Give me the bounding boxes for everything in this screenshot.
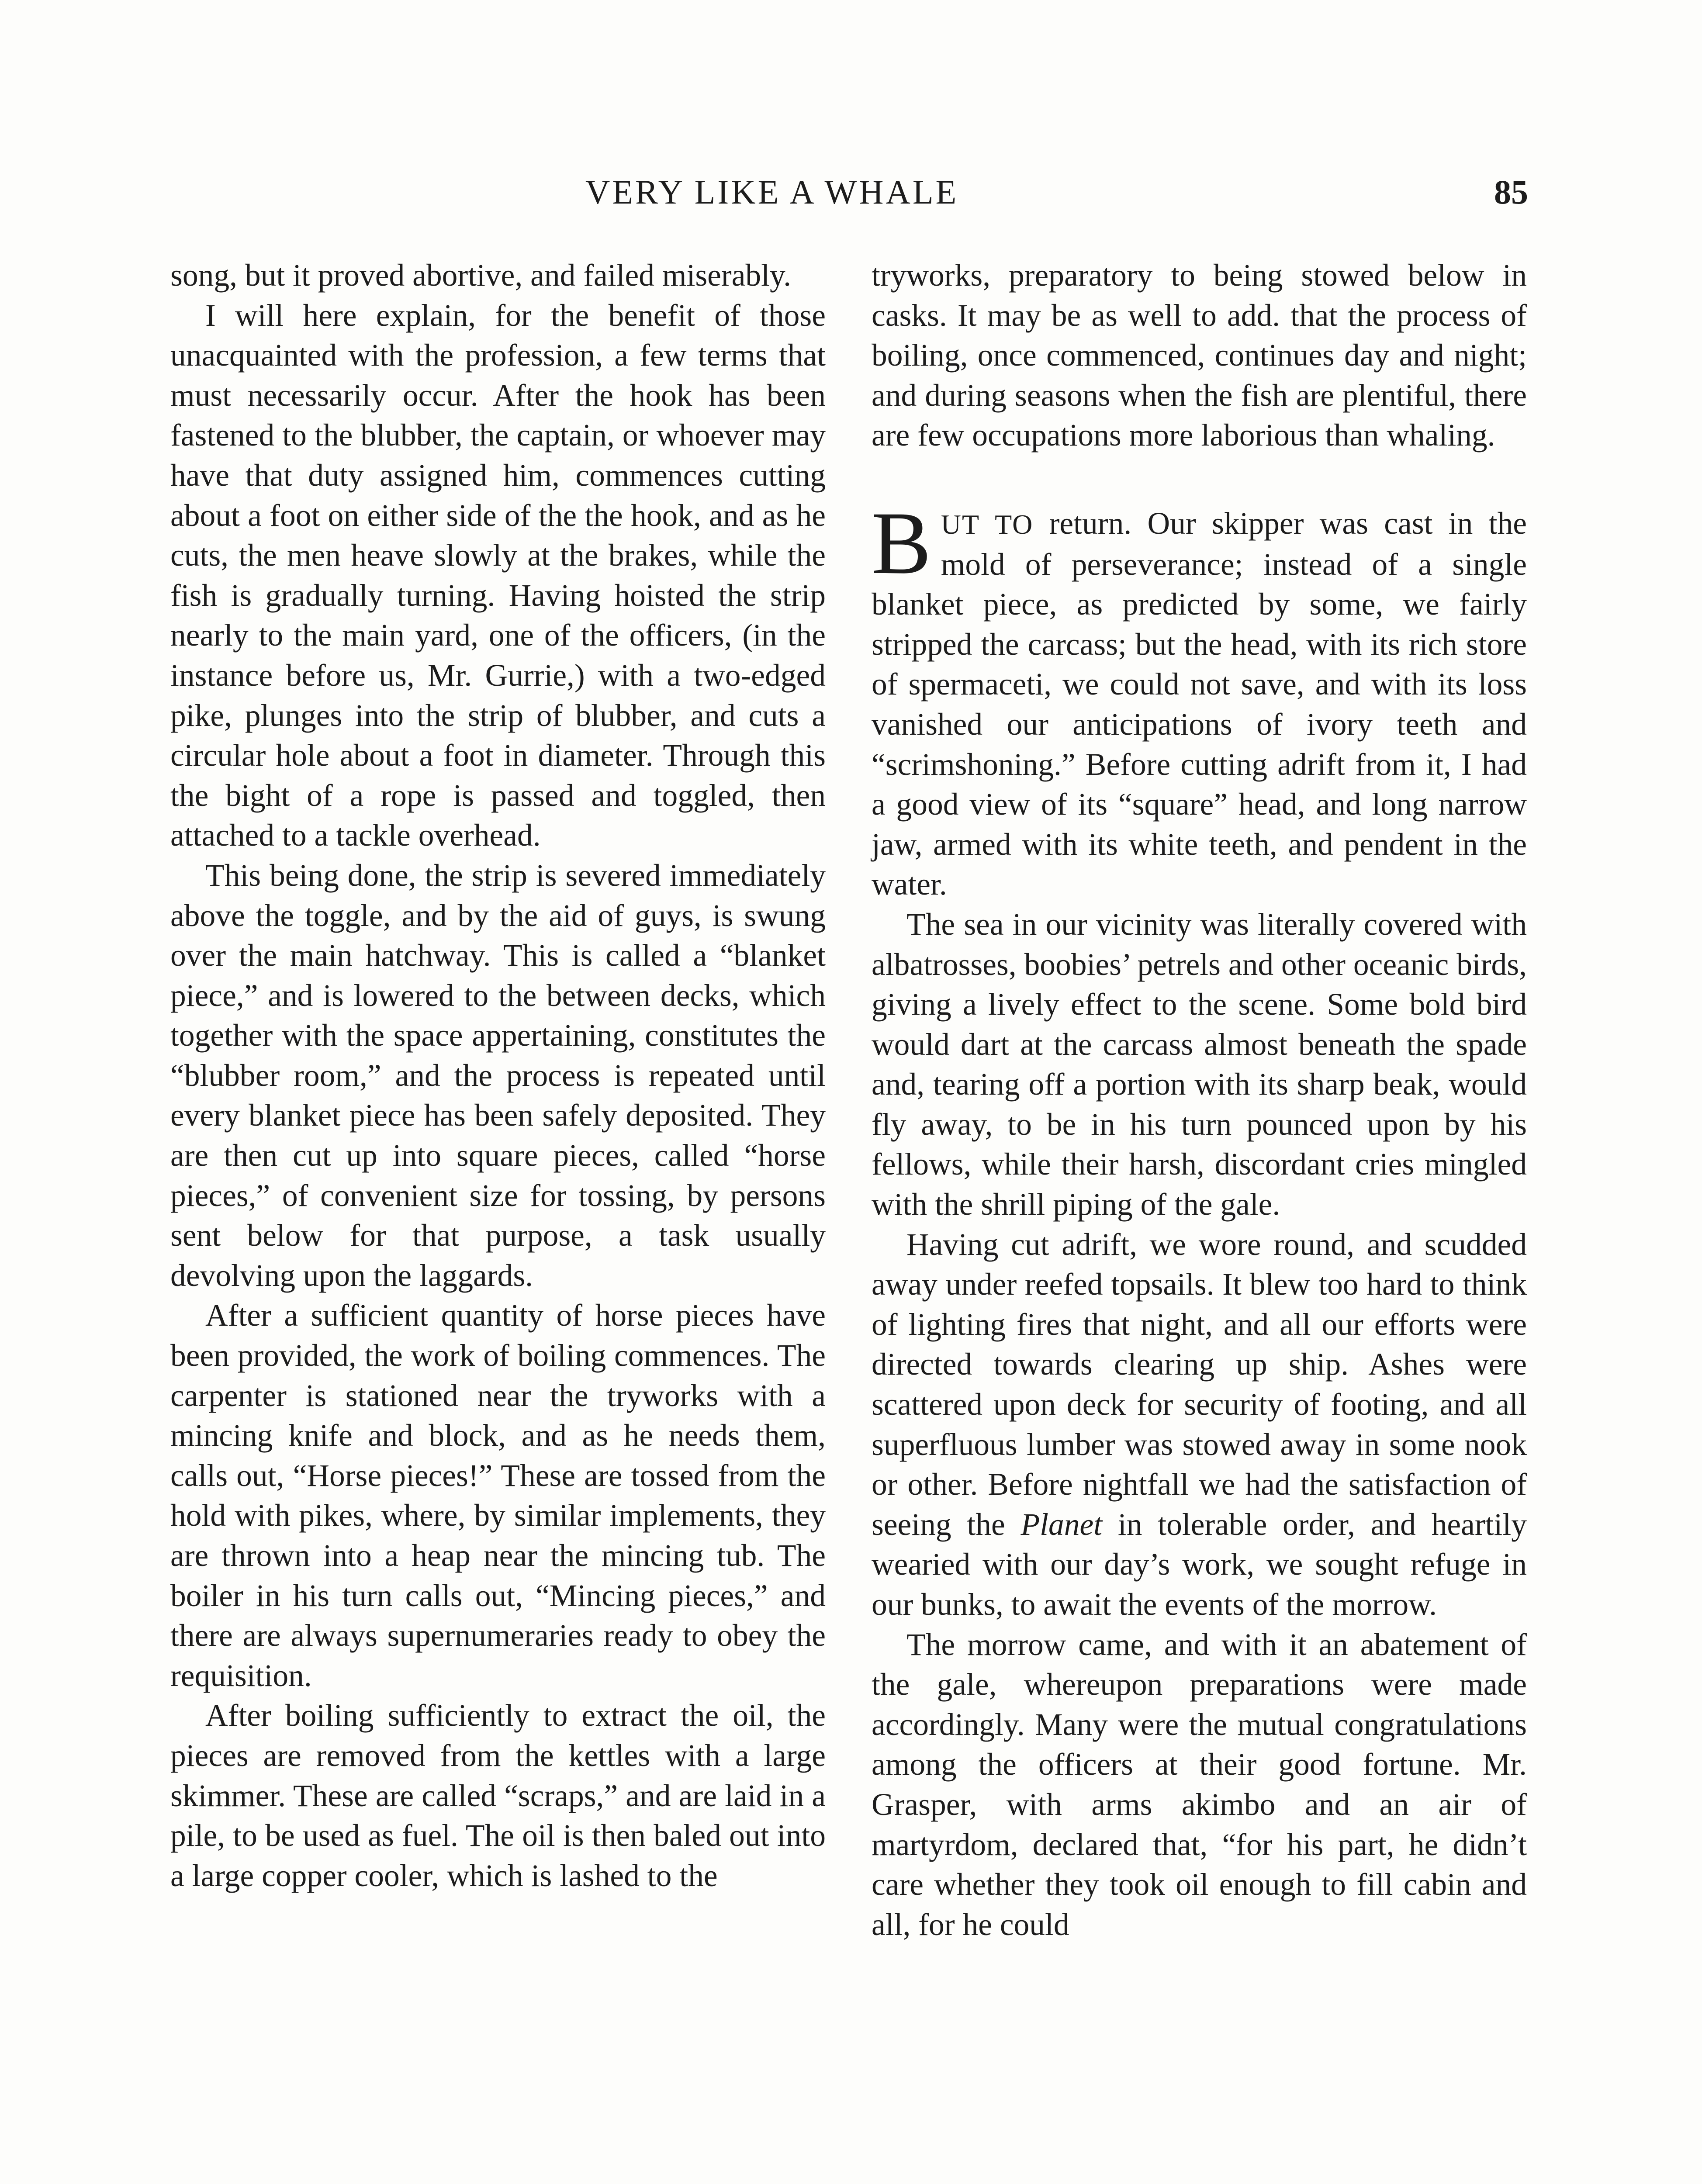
paragraph-text: return. Our skipper was cast in the mold of perseverance; instead of a single blanket piece, as predicted by some, we fairly stripped the carcass; but the head, with its rich store of spermaceti, we could not save, and with its loss vanished our anticipations of ivory teeth and “scrimshoning.” Before cutting adrift from it, I had a good view of its “square” head, and long narrow jaw, armed with its white teeth, and pendent in the water. — [872, 506, 1527, 902]
section-break — [872, 456, 1527, 504]
left-column — [170, 256, 826, 1896]
running-title: VERY LIKE A WHALE — [585, 173, 959, 211]
paragraph: The sea in our vicinity was literally covered with albatrosses, boobies’ petrels and other oceanic birds, giving a lively effect to the scene. Some bold bird would dart at the carcass almost beneath the spade and, tearing off a portion with its sharp beak, would fly away, to be in his turn pounced upon by his fellows, while their harsh, discordant cries mingled with the shrill piping of the gale. — [872, 907, 1527, 1222]
paragraph — [872, 1225, 1527, 1625]
page-number: 85 — [1494, 173, 1528, 211]
ship-name: Planet — [1021, 1507, 1103, 1542]
running-head — [0, 168, 1702, 216]
paragraph: After boiling sufficiently to extract the oil, the pieces are removed from the kettles with a large skimmer. These are called “scraps,” and are laid in a pile, to be used as fuel. The oil is then baled out into a large copper cooler, which is lashed to the — [170, 1698, 826, 1893]
paragraph-text: Having cut adrift, we wore round, and scudded away under reefed topsails. It blew too hard to think of lighting fires that night, and all our efforts were directed towards clearing up ship. Ashes were scattered upon deck for security of footing, and all superfluous lumber was stowed away in some nook or other. Before nightfall we had the satisfaction of seeing the — [872, 1227, 1527, 1542]
section-opening-paragraph — [872, 493, 1527, 905]
drop-cap-letter: B — [872, 493, 931, 593]
paragraph: This being done, the strip is severed immediately above the toggle, and by the aid of guys, is swung over the main hatchway. This is called a “blanket piece,” and is lowered to the between decks, which together with the space appertaining, constitutes the “blubber room,” and the process is repeated until every blanket piece has been safely deposited. They are then cut up into square pieces, called “horse pieces,” of convenient size for tossing, by persons sent below for that purpose, a task usually devolving upon the laggards. — [170, 858, 826, 1293]
right-column — [872, 256, 1527, 1945]
paragraph: song, but it proved abortive, and failed miserably. — [170, 258, 792, 293]
small-caps-lead: UT TO — [941, 508, 1034, 540]
paragraph: I will here explain, for the benefit of those unacquainted with the profession, a few terms that must necessarily occur. After the hook has been fastened to the blubber, the captain, or whoever may have that duty assigned him, commences cutting about a foot on either side of the the hook, and as he cuts, the men heave slowly at the brakes, while the fish is gradually turning. Having hoisted the strip nearly to the main yard, one of the officers, (in the instance before us, Mr. Gurrie,) with a two-edged pike, plunges into the strip of blubber, and cuts a circular hole about a foot in diameter. Through this the bight of a rope is passed and toggled, then attached to a tackle overhead. — [170, 298, 826, 853]
paragraph: After a sufficient quantity of horse pieces have been provided, the work of boiling commences. The carpenter is stationed near the tryworks with a mincing knife and block, and as he needs them, calls out, “Horse pieces!” These are tossed from the hold with pikes, where, by similar implements, they are thrown into a heap near the mincing tub. The boiler in his turn calls out, “Mincing pieces,” and there are always supernumeraries ready to obey the requisition. — [170, 1298, 826, 1693]
paragraph: The morrow came, and with it an abatement of the gale, whereupon preparations were made accordingly. Many were the mutual congratulations among the officers at their good fortune. Mr. Grasper, with arms akimbo and an air of martyrdom, declared that, “for his part, he didn’t care whether they took oil enough to fill cabin and all, for he could — [872, 1627, 1527, 1942]
paragraph: tryworks, preparatory to being stowed below in casks. It may be as well to add. that the process of boiling, once commenced, continues day and night; and during seasons when the fish are plentiful, there are few occupations more laborious than whaling. — [872, 258, 1527, 453]
paragraph-text: in tolerable order, and heartily wearied with our day’s work, we sought refuge in our bunks, to await the events of the morrow. — [872, 1507, 1527, 1622]
